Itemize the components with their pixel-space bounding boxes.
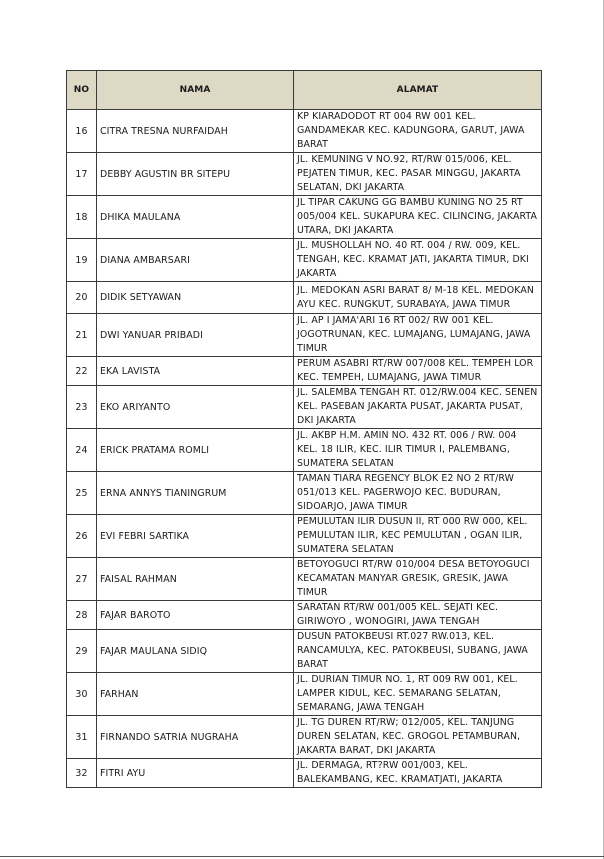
row-name: FAJAR MAULANA SIDIQ [97, 630, 294, 673]
row-address: JL. AP I JAMA'ARI 16 RT 002/ RW 001 KEL. JOGOTRUNAN, KEC. LUMAJANG, LUMAJANG, JAWA TIMUR [294, 314, 542, 357]
table-row [67, 357, 542, 386]
row-number: 23 [67, 386, 97, 429]
table-row [67, 515, 542, 558]
row-number: 26 [67, 515, 97, 558]
row-address: JL TIPAR CAKUNG GG BAMBU KUNING NO 25 RT 005/004 KEL. SUKAPURA KEC. CILINCING, JAKARTA UTARA, DKI JAKARTA [294, 196, 542, 239]
row-address: PERUM ASABRI RT/RW 007/008 KEL. TEMPEH LOR KEC. TEMPEH, LUMAJANG, JAWA TIMUR [294, 357, 542, 386]
table-row [67, 673, 542, 716]
row-number: 21 [67, 314, 97, 357]
row-name: ERNA ANNYS TIANINGRUM [97, 472, 294, 515]
table-row [67, 110, 542, 153]
participant-table [66, 70, 542, 788]
table-row [67, 630, 542, 673]
row-name: EVI FEBRI SARTIKA [97, 515, 294, 558]
row-number: 24 [67, 429, 97, 472]
row-number: 19 [67, 239, 97, 282]
page-bottom-rule [0, 856, 604, 857]
row-address: PEMULUTAN ILIR DUSUN II, RT 000 RW 000, KEL. PEMULUTAN ILIR, KEC PEMULUTAN , OGAN ILIR, SUMATERA SELATAN [294, 515, 542, 558]
row-number: 20 [67, 282, 97, 314]
table-row [67, 472, 542, 515]
row-name: DHIKA MAULANA [97, 196, 294, 239]
row-address: JL. TG DUREN RT/RW; 012/005, KEL. TANJUNG DUREN SELATAN, KEC. GROGOL PETAMBURAN, JAKARTA BARAT, DKI JAKARTA [294, 716, 542, 759]
table-row [67, 314, 542, 357]
row-number: 30 [67, 673, 97, 716]
table-body [67, 110, 542, 788]
table-row [67, 282, 542, 314]
row-address: JL. DURIAN TIMUR NO. 1, RT 009 RW 001, KEL. LAMPER KIDUL, KEC. SEMARANG SELATAN, SEMARANG, JAWA TENGAH [294, 673, 542, 716]
table-row [67, 558, 542, 601]
row-address: JL. DERMAGA, RT?RW 001/003, KEL. BALEKAMBANG, KEC. KRAMATJATI, JAKARTA [294, 759, 542, 788]
table-row [67, 429, 542, 472]
table-row [67, 386, 542, 429]
row-address: JL. MUSHOLLAH NO. 40 RT. 004 / RW. 009, KEL. TENGAH, KEC. KRAMAT JATI, JAKARTA TIMUR, DKI JAKARTA [294, 239, 542, 282]
row-address: JL. MEDOKAN ASRI BARAT 8/ M-18 KEL. MEDOKAN AYU KEC. RUNGKUT, SURABAYA, JAWA TIMUR [294, 282, 542, 314]
row-address: JL. KEMUNING V NO.92, RT/RW 015/006, KEL. PEJATEN TIMUR, KEC. PASAR MINGGU, JAKARTA SELATAN, DKI JAKARTA [294, 153, 542, 196]
header-no: NO [67, 71, 97, 110]
row-number: 25 [67, 472, 97, 515]
row-name: DIDIK SETYAWAN [97, 282, 294, 314]
row-address: BETOYOGUCI RT/RW 010/004 DESA BETOYOGUCI KECAMATAN MANYAR GRESIK, GRESIK, JAWA TIMUR [294, 558, 542, 601]
row-name: FARHAN [97, 673, 294, 716]
table-header-row [67, 71, 542, 110]
row-name: FAISAL RAHMAN [97, 558, 294, 601]
row-name: EKA LAVISTA [97, 357, 294, 386]
table-row [67, 601, 542, 630]
row-name: DWI YANUAR PRIBADI [97, 314, 294, 357]
row-address: TAMAN TIARA REGENCY BLOK E2 NO 2 RT/RW 051/013 KEL. PAGERWOJO KEC. BUDURAN, SIDOARJO, JAWA TIMUR [294, 472, 542, 515]
row-name: FITRI AYU [97, 759, 294, 788]
row-name: DIANA AMBARSARI [97, 239, 294, 282]
header-nama: NAMA [97, 71, 294, 110]
table-row [67, 153, 542, 196]
row-number: 32 [67, 759, 97, 788]
row-number: 17 [67, 153, 97, 196]
row-number: 16 [67, 110, 97, 153]
table-row [67, 716, 542, 759]
table-row [67, 196, 542, 239]
row-address: SARATAN RT/RW 001/005 KEL. SEJATI KEC. GIRIWOYO , WONOGIRI, JAWA TENGAH [294, 601, 542, 630]
row-name: ERICK PRATAMA ROMLI [97, 429, 294, 472]
row-address: KP KIARADODOT RT 004 RW 001 KEL. GANDAMEKAR KEC. KADUNGORA, GARUT, JAWA BARAT [294, 110, 542, 153]
table-row [67, 239, 542, 282]
row-name: FAJAR BAROTO [97, 601, 294, 630]
row-number: 18 [67, 196, 97, 239]
header-alamat: ALAMAT [294, 71, 542, 110]
row-name: DEBBY AGUSTIN BR SITEPU [97, 153, 294, 196]
row-number: 27 [67, 558, 97, 601]
row-number: 29 [67, 630, 97, 673]
row-number: 31 [67, 716, 97, 759]
table-row [67, 759, 542, 788]
row-address: JL. SALEMBA TENGAH RT. 012/RW.004 KEC. SENEN KEL. PASEBAN JAKARTA PUSAT, JAKARTA PUSAT, DKI JAKARTA [294, 386, 542, 429]
row-name: FIRNANDO SATRIA NUGRAHA [97, 716, 294, 759]
row-name: CITRA TRESNA NURFAIDAH [97, 110, 294, 153]
row-address: DUSUN PATOKBEUSI RT.027 RW.013, KEL. RANCAMULYA, KEC. PATOKBEUSI, SUBANG, JAWA BARAT [294, 630, 542, 673]
row-address: JL. AKBP H.M. AMIN NO. 432 RT. 006 / RW. 004 KEL. 18 ILIR, KEC. ILIR TIMUR I, PALEMBANG, SUMATERA SELATAN [294, 429, 542, 472]
row-number: 22 [67, 357, 97, 386]
row-number: 28 [67, 601, 97, 630]
row-name: EKO ARIYANTO [97, 386, 294, 429]
